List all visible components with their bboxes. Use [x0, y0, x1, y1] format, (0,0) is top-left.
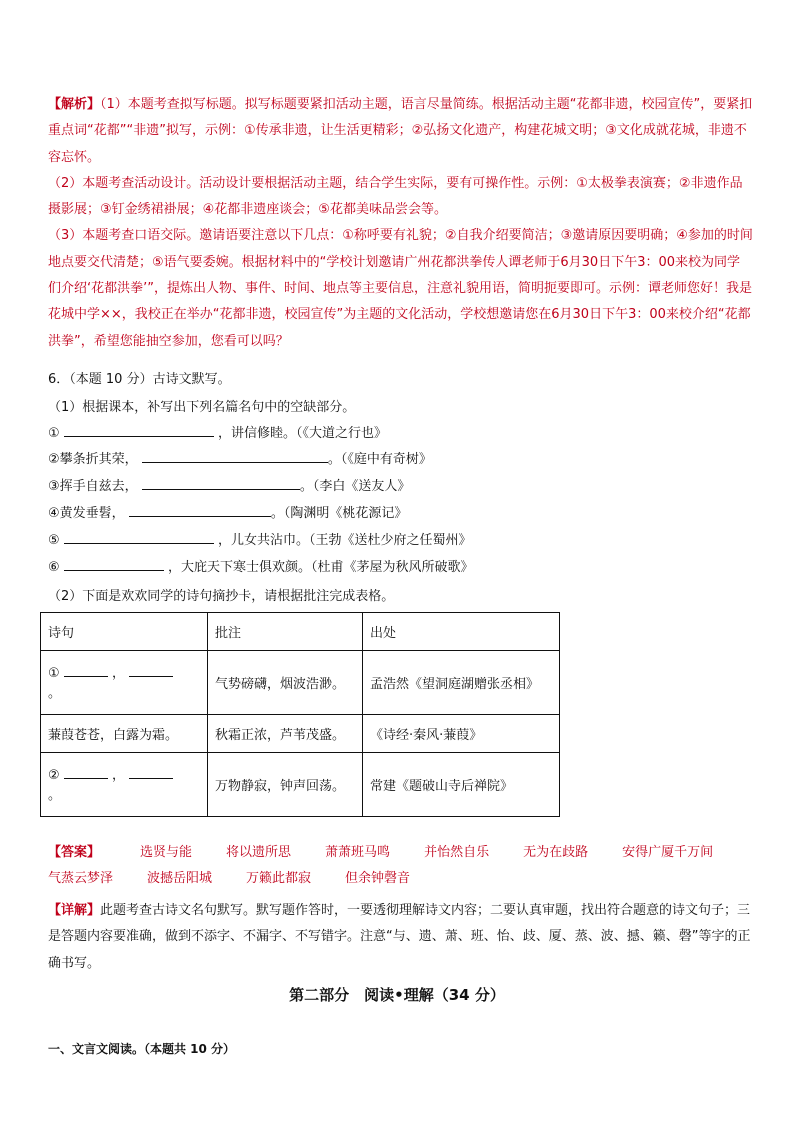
answer-item: 并怡然自乐 — [424, 845, 490, 860]
answer-blank[interactable] — [129, 502, 271, 517]
answer-item: 无为在歧路 — [523, 845, 589, 860]
line-number: ④ — [48, 506, 60, 521]
fill-line-4 — [48, 502, 407, 524]
answer-item: 但余钟磬音 — [345, 871, 411, 887]
analysis-tag: 【解析】 — [48, 97, 101, 112]
line-text: 。（李白《送友人》 — [299, 479, 411, 494]
table-row — [41, 715, 560, 753]
analysis-block — [48, 92, 753, 355]
table-row — [41, 651, 560, 715]
answer-tag: 【答案】 — [48, 845, 101, 860]
part-2-title: 第二部分 阅读•理解（34 分） — [289, 986, 505, 1004]
header-source: 出处 — [363, 613, 560, 651]
question-6-sub1: （1）根据课本，补写出下列名篇名句中的空缺部分。 — [48, 400, 356, 415]
fill-line-2 — [48, 448, 432, 470]
table-header-row — [41, 613, 560, 651]
line-text: ，讲信修睦。（《大道之行也》 — [217, 426, 387, 441]
row-number: ① — [48, 665, 60, 681]
answer-blank[interactable] — [64, 529, 214, 544]
period: 。 — [48, 685, 62, 701]
comma: ， — [111, 767, 125, 783]
line-number: ⑥ — [48, 560, 60, 575]
line-text: ，儿女共沾巾。（王勃《送杜少府之任蜀州》 — [217, 533, 472, 548]
comma: ， — [111, 665, 125, 681]
answer-blank[interactable] — [129, 664, 173, 677]
answer-blank[interactable] — [142, 475, 300, 490]
detail-text: 此题考查古诗文名句默写。默写题作答时，一要透彻理解诗文内容；二要认真审题，找出符合题意的诗文句子；三是答题内容要准确，做到不添字、不漏字、不写错字。注意“与、遗、萧、班、怡、歧、厦、蒸、波、撼、籁、磬”等字的正确书写。 — [48, 903, 751, 971]
fill-line-1 — [48, 422, 387, 444]
poem-cell-blank — [41, 753, 208, 817]
answer-block — [48, 840, 753, 893]
source-cell: 《诗经·秦风·蒹葭》 — [363, 715, 560, 753]
line-text: 黄发垂髫， — [59, 506, 125, 521]
answer-item: 安得广厦千万间 — [622, 845, 714, 860]
answer-item: 气蒸云梦泽 — [48, 871, 114, 887]
poem-cell: 蒹葭苍苍，白露为霜。 — [41, 715, 208, 753]
answer-blank[interactable] — [142, 448, 328, 463]
header-poem: 诗句 — [41, 613, 208, 651]
question-6-title: 6．（本题 10 分）古诗文默写。 — [48, 372, 231, 387]
line-text: 。（陶渊明《桃花源记》 — [270, 506, 408, 521]
note-cell: 气势磅礴，烟波浩渺。 — [208, 651, 363, 715]
line-text: 。（《庭中有奇树》 — [327, 452, 432, 467]
source-cell: 孟浩然《望洞庭湖赠张丞相》 — [363, 651, 560, 715]
line-number: ② — [48, 452, 60, 467]
fill-line-3 — [48, 475, 410, 497]
source-cell: 常建《题破山寺后禅院》 — [363, 753, 560, 817]
fill-line-5 — [48, 529, 471, 551]
line-text: 攀条折其荣， — [59, 452, 138, 467]
answer-item: 波撼岳阳城 — [147, 871, 213, 887]
line-number: ⑤ — [48, 533, 60, 548]
answer-blank[interactable] — [64, 556, 164, 571]
poem-card-table — [40, 612, 560, 817]
table-row — [41, 753, 560, 817]
note-cell: 秋霜正浓，芦苇茂盛。 — [208, 715, 363, 753]
row-number: ② — [48, 767, 60, 783]
answer-item: 萧萧班马鸣 — [325, 845, 391, 860]
analysis-p2: （2）本题考查活动设计。活动设计要根据活动主题，结合学生实际，要有可操作性。示例：①太极拳表演赛；②非遗作品摄影展；③钉金绣裙褂展；④花都非遗座谈会；⑤花都美味品尝会等。 — [48, 175, 743, 218]
answer-blank[interactable] — [64, 422, 214, 437]
line-text: 挥手自兹去， — [59, 479, 138, 494]
question-6-sub2: （2）下面是欢欢同学的诗句摘抄卡，请根据批注完成表格。 — [48, 589, 395, 604]
answer-blank[interactable] — [129, 766, 173, 779]
analysis-p1: （1）本题考查拟写标题。拟写标题要紧扣活动主题，语言尽量简练。根据活动主题“花都非遗，校园宣传”，要紧扣重点词“花都”“非遗”拟写，示例：①传承非遗，让生活更精彩；②弘扬文化遗产，构建花城文明；③文化成就花城，非遗不容忘怀。 — [48, 97, 753, 165]
detail-block — [48, 898, 753, 977]
analysis-p3: （3）本题考查口语交际。邀请语要注意以下几点：①称呼要有礼貌；②自我介绍要简洁；③邀请原因要明确；④参加的时间地点要交代清楚；⑤语气要委婉。根据材料中的“学校计划邀请广州花都洪拳传人谭老师于6月30日下午3：00来校为同学们介绍‘花都洪拳’”，提炼出人物、事件、时间、地点等主要信息，注意礼貌用语，简明扼要即可。示例：谭老师您好！我是花城中学××，我校正在举办“花都非遗，校园宣传”为主题的文化活动，学校想邀请您在6月30日下午3：00来校介绍“花都洪拳”，希望您能抽空参加，您看可以吗？ — [48, 228, 753, 349]
header-note: 批注 — [208, 613, 363, 651]
detail-tag: 【详解】 — [48, 903, 101, 918]
answer-item: 万籁此都寂 — [246, 871, 312, 887]
note-cell: 万物静寂，钟声回荡。 — [208, 753, 363, 817]
line-number: ③ — [48, 479, 60, 494]
answer-item: 将以遗所思 — [226, 845, 292, 860]
answer-blank[interactable] — [64, 664, 108, 677]
fill-line-6 — [48, 556, 473, 578]
answer-item: 选贤与能 — [140, 845, 193, 860]
section-1-title: 一、文言文阅读。（本题共 10 分） — [48, 1042, 236, 1056]
period: 。 — [48, 787, 62, 803]
line-number: ① — [48, 426, 60, 441]
poem-cell-blank — [41, 651, 208, 715]
line-text: ，大庇天下寒士俱欢颜。（杜甫《茅屋为秋风所破歌》 — [167, 560, 474, 575]
answer-blank[interactable] — [64, 766, 108, 779]
